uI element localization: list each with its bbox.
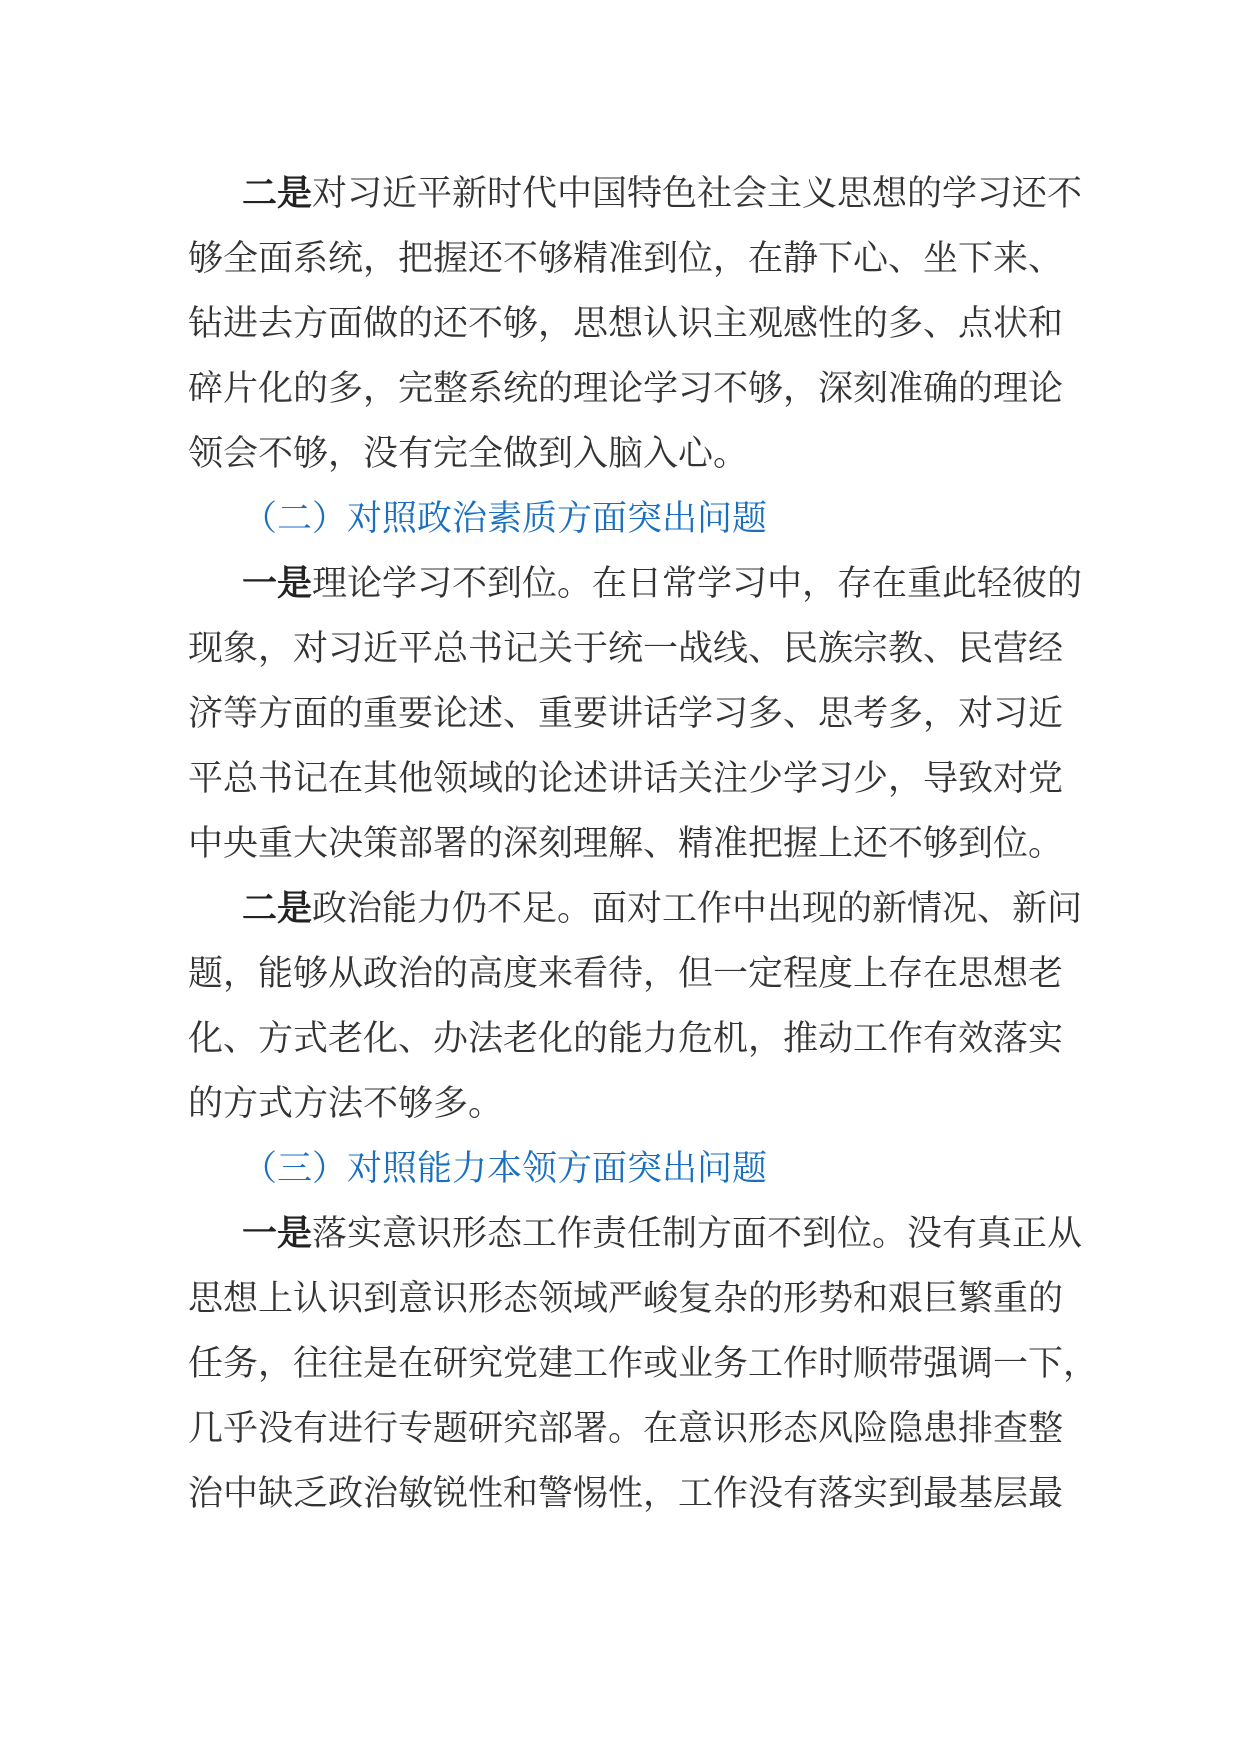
paragraph-line: 济等方面的重要论述、重要讲话学习多、思考多，对习近 xyxy=(188,694,1064,734)
paragraph-line xyxy=(188,162,1083,227)
lead-phrase: 一是 xyxy=(242,564,313,604)
paragraph-line xyxy=(188,552,1083,617)
paragraph-line: 现象，对习近平总书记关于统一战线、民族宗教、民营经 xyxy=(188,629,1064,669)
paragraph-line: 的方式方法不够多。 xyxy=(188,1084,504,1124)
line-text: 政治能力仍不足。面对工作中出现的新情况、新问 xyxy=(312,889,1083,929)
paragraph-line: 平总书记在其他领域的论述讲话关注少学习少，导致对党 xyxy=(188,759,1064,799)
lead-phrase: 一是 xyxy=(242,1214,313,1254)
document-body xyxy=(188,162,1099,1527)
paragraph-line: 钻进去方面做的还不够，思想认识主观感性的多、点状和 xyxy=(188,304,1064,344)
paragraph-line: 几乎没有进行专题研究部署。在意识形态风险隐患排查整 xyxy=(188,1409,1064,1449)
line-text: 对习近平新时代中国特色社会主义思想的学习还不 xyxy=(312,174,1083,214)
paragraph-line xyxy=(188,877,1083,942)
paragraph-line: 题，能够从政治的高度来看待，但一定程度上存在思想老 xyxy=(188,954,1064,994)
paragraph-line: 思想上认识到意识形态领域严峻复杂的形势和艰巨繁重的 xyxy=(188,1279,1064,1319)
lead-phrase: 二是 xyxy=(242,174,313,214)
line-text: 理论学习不到位。在日常学习中，存在重此轻彼的 xyxy=(312,564,1083,604)
lead-phrase: 二是 xyxy=(242,889,313,929)
paragraph-line: 中央重大决策部署的深刻理解、精准把握上还不够到位。 xyxy=(188,824,1064,864)
paragraph-line: 任务，往往是在研究党建工作或业务工作时顺带强调一下， xyxy=(188,1344,1099,1384)
section-heading: （三）对照能力本领方面突出问题 xyxy=(242,1149,768,1189)
paragraph-line: 化、方式老化、办法老化的能力危机，推动工作有效落实 xyxy=(188,1019,1064,1059)
paragraph-line: 治中缺乏政治敏锐性和警惕性，工作没有落实到最基层最 xyxy=(188,1474,1064,1514)
paragraph-line xyxy=(188,1202,1083,1267)
paragraph-line: 碎片化的多，完整系统的理论学习不够，深刻准确的理论 xyxy=(188,369,1064,409)
section-heading: （二）对照政治素质方面突出问题 xyxy=(242,499,768,539)
line-text: 落实意识形态工作责任制方面不到位。没有真正从 xyxy=(312,1214,1083,1254)
paragraph-line: 够全面系统，把握还不够精准到位，在静下心、坐下来、 xyxy=(188,239,1064,279)
paragraph-line: 领会不够，没有完全做到入脑入心。 xyxy=(188,434,749,474)
